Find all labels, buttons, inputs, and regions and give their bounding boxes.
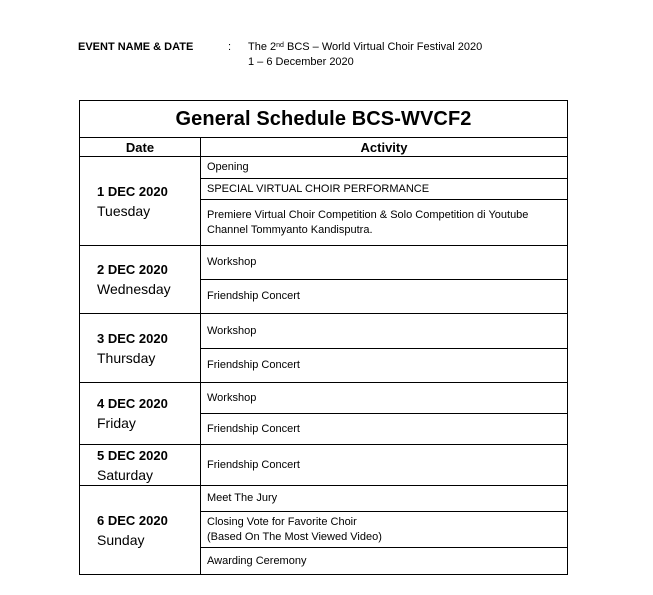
date-cell (80, 383, 201, 445)
schedule-row (80, 157, 568, 179)
event-name: The 2nd BCS – World Virtual Choir Festival 2020 (248, 41, 483, 53)
header-colon: : (228, 41, 232, 53)
day-name: Sunday (97, 531, 145, 548)
day-name: Saturday (97, 466, 154, 483)
schedule-table (79, 100, 568, 575)
date-text: 5 DEC 2020 (97, 447, 168, 463)
activity-cell: Friendship Concert (201, 349, 568, 383)
date-text: 6 DEC 2020 (97, 512, 168, 528)
activity-cell: Workshop (201, 314, 568, 349)
day-name: Thursday (97, 349, 156, 366)
schedule-row (80, 486, 568, 512)
activity-cell: Opening (201, 157, 568, 179)
schedule-title: General Schedule BCS-WVCF2 (80, 101, 568, 138)
date-cell (80, 157, 201, 246)
date-text: 2 DEC 2020 (97, 262, 168, 277)
activity-cell: Friendship Concert (201, 445, 568, 486)
activity-cell: Closing Vote for Favorite Choir (Based On The Most Viewed Video) (201, 512, 568, 548)
date-cell (80, 445, 201, 486)
day-name: Wednesday (97, 281, 171, 297)
date-text: 3 DEC 2020 (97, 330, 168, 346)
schedule-row (80, 314, 568, 349)
day-name: Tuesday (97, 202, 151, 219)
day-name: Friday (97, 415, 136, 431)
schedule-body (80, 157, 568, 575)
date-text: 1 DEC 2020 (97, 183, 168, 199)
event-dates: 1 – 6 December 2020 (248, 56, 354, 68)
activity-cell: Friendship Concert (201, 414, 568, 445)
date-cell (80, 314, 201, 383)
event-info (248, 40, 482, 70)
schedule-row (80, 246, 568, 280)
date-column-header: Date (80, 138, 201, 157)
activity-cell: Workshop (201, 383, 568, 414)
activity-cell: Meet The Jury (201, 486, 568, 512)
schedule-row (80, 445, 568, 486)
activity-cell: Premiere Virtual Choir Competition & Solo Competition di Youtube Channel Tommyanto Kandisputra. (201, 200, 568, 246)
activity-cell: Workshop (201, 246, 568, 280)
date-text: 4 DEC 2020 (97, 396, 168, 411)
activity-cell: SPECIAL VIRTUAL CHOIR PERFORMANCE (201, 179, 568, 200)
event-name-date-label: EVENT NAME & DATE (78, 41, 194, 53)
activity-cell: Friendship Concert (201, 280, 568, 314)
date-cell (80, 486, 201, 575)
date-cell (80, 246, 201, 314)
activity-column-header: Activity (201, 138, 568, 157)
schedule-row (80, 383, 568, 414)
activity-cell: Awarding Ceremony (201, 548, 568, 575)
